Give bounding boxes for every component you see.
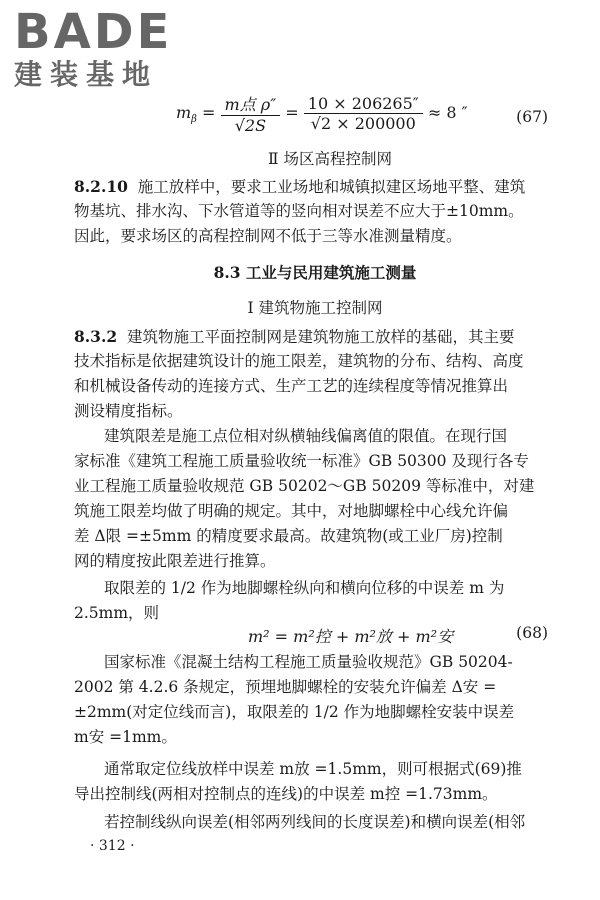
paragraph-8-3-2-line-1: 8.3.2 建筑物施工平面控制网是建筑物施工放样的基础，其主要	[74, 327, 515, 346]
paragraph-8-3-2-line-3: 和机械设备传动的连接方式、生产工艺的连续程度等情况推算出	[74, 377, 509, 395]
paragraph-8-2-10-line-1: 8.2.10 施工放样中，要求工业场地和城镇拟建区场地平整、建筑	[74, 177, 526, 196]
paragraph-concrete-line-1: 国家标准《混凝土结构工程施工质量验收规范》GB 50204-	[104, 653, 513, 671]
paragraph-usual-line-1: 通常取定位线放样中误差 m放 =1.5mm，则可根据式(69)推	[104, 760, 522, 778]
formula-67-number: (67)	[516, 108, 548, 126]
paragraph-concrete-line-3: ±2mm(对定位线而言)，取限差的 1/2 作为地脚螺栓安装中误差	[74, 703, 515, 721]
paragraph-8-3-2-line-2: 技术指标是依据建筑设计的施工限差，建筑物的分布、结构、高度	[74, 352, 524, 370]
page-number: · 312 ·	[90, 838, 135, 854]
paragraph-8-3-2-line-4: 测设精度指标。	[74, 402, 183, 420]
paragraph-concrete-line-4: m安 =1mm。	[74, 728, 177, 746]
formula-67-fraction-1: $\frac{\text{m点 ρ″}}{√2S}$	[221, 92, 281, 135]
logo-word: BADE	[14, 4, 173, 60]
section-title-8-3: 8.3 工业与民用建筑施工测量	[213, 263, 417, 282]
formula-68-number: (68)	[516, 624, 548, 642]
formula-68: m² = m²控 + m²放 + m²安	[248, 627, 454, 646]
subsection-heading-ii: Ⅱ 场区高程控制网	[268, 150, 392, 168]
paragraph-limit-line-5: 差 Δ限 =±5mm 的精度要求最高。故建筑物(或工业厂房)控制	[74, 527, 503, 545]
paragraph-8-2-10-line-3: 因此，要求场区的高程控制网不低于三等水准测量精度。	[74, 227, 462, 245]
paragraph-last-line-1: 若控制线纵向误差(相邻两列线间的长度误差)和横向误差(相邻	[104, 813, 526, 831]
paragraph-8-2-10-line-2: 物基坑、排水沟、下水管道等的竖向相对误差不应大于±10mm。	[74, 202, 524, 220]
paragraph-concrete-line-2: 2002 第 4.2.6 条规定，预埋地脚螺栓的安装允许偏差 Δ安 =	[74, 678, 497, 696]
paragraph-usual-line-2: 导出控制线(两相对控制点的连线)的中误差 m控 =1.73mm。	[74, 785, 498, 803]
formula-67: $m_\beta$ = $\frac{\text{m点 ρ″}}{√2S}$ = $\frac{10 \times 206265''}{√2 \times 200000}$ ≈ 8 ″	[176, 94, 468, 135]
paragraph-limit-line-6: 网的精度按此限差进行推算。	[74, 552, 276, 570]
formula-67-fraction-2: $\frac{10 \times 206265''}{√2 \times 200000}$	[304, 94, 423, 133]
bade-logo	[14, 6, 172, 92]
subsection-heading-i: Ⅰ 建筑物施工控制网	[247, 299, 383, 317]
paragraph-half-line-2: 2.5mm，则	[74, 604, 160, 622]
paragraph-limit-line-1: 建筑限差是施工点位相对纵横轴线偏离值的限值。在现行国	[104, 427, 508, 445]
paragraph-half-line-1: 取限差的 1/2 作为地脚螺栓纵向和横向位移的中误差 m 为	[104, 579, 505, 597]
paragraph-limit-line-3: 业工程施工质量验收规范 GB 50202～GB 50209 等标准中，对建	[74, 477, 535, 495]
paragraph-limit-line-4: 筑施工限差均做了明确的规定。其中，对地脚螺栓中心线允许偏	[74, 502, 509, 520]
logo-subtitle: 建装基地	[14, 58, 159, 91]
paragraph-limit-line-2: 家标准《建筑工程施工质量验收统一标准》GB 50300 及现行各专	[74, 452, 529, 470]
